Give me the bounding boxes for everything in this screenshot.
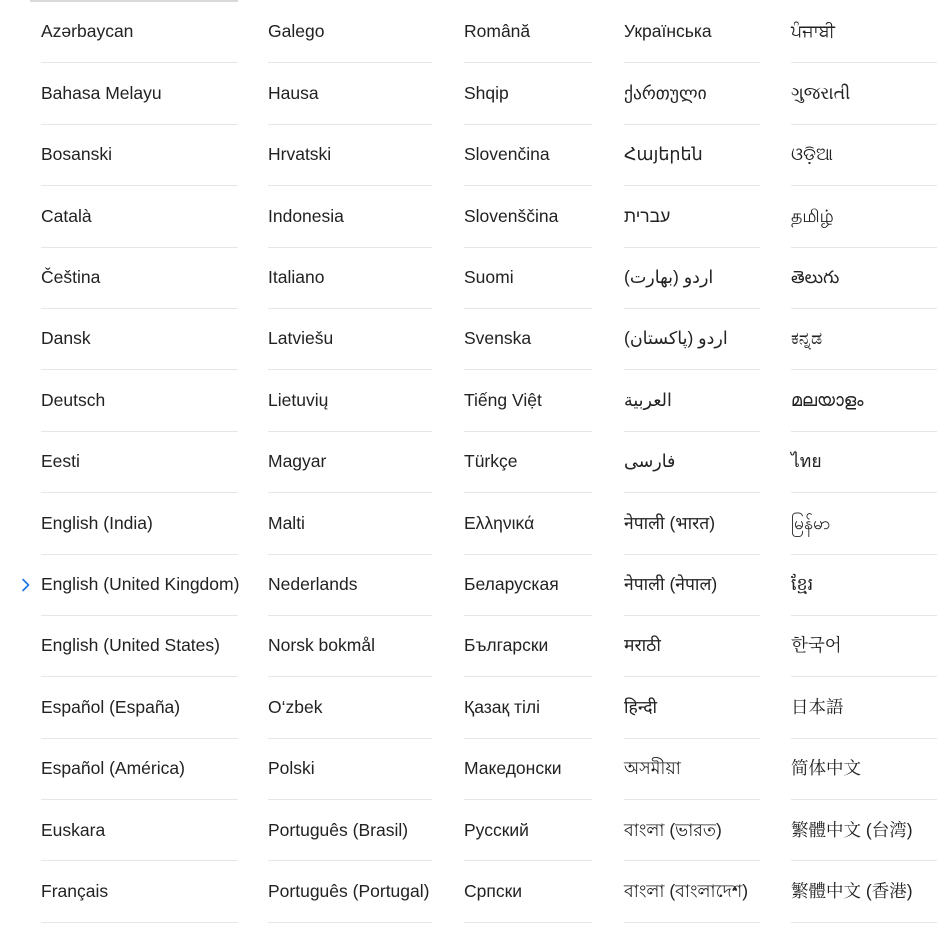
language-label: Español (América) — [41, 758, 185, 779]
language-label: Shqip — [464, 82, 509, 103]
language-item[interactable] — [624, 309, 760, 370]
language-label: O‘zbek — [268, 696, 323, 717]
language-label: नेपाली (नेपाल) — [624, 573, 718, 594]
language-item[interactable] — [268, 739, 432, 800]
language-item[interactable] — [791, 739, 937, 800]
language-item[interactable] — [791, 63, 937, 124]
language-item[interactable] — [791, 861, 937, 922]
language-label: Українська — [624, 21, 712, 42]
language-item[interactable] — [464, 63, 592, 124]
language-item[interactable] — [41, 309, 238, 370]
language-item[interactable] — [268, 2, 432, 63]
language-label: తెలుగు — [791, 267, 840, 287]
language-item[interactable] — [464, 677, 592, 738]
language-item[interactable] — [268, 370, 432, 431]
language-label: Malti — [268, 512, 305, 533]
language-label: বাংলা (ভারত) — [624, 819, 722, 840]
language-label: Suomi — [464, 267, 514, 287]
language-label: Latviešu — [268, 328, 334, 349]
language-item[interactable] — [464, 248, 592, 309]
language-item[interactable] — [268, 800, 432, 861]
language-label: 简体中文 — [791, 758, 861, 779]
language-item[interactable] — [791, 677, 937, 738]
language-item[interactable] — [624, 616, 760, 677]
language-item[interactable] — [624, 677, 760, 738]
language-item[interactable] — [268, 616, 432, 677]
language-label: Bosanski — [41, 144, 113, 165]
language-label: עברית — [624, 205, 671, 226]
language-label: മലയാളം — [791, 389, 864, 410]
language-label: Italiano — [268, 267, 325, 287]
language-label: Română — [464, 21, 531, 42]
language-label: Ελληνικά — [464, 512, 535, 533]
language-item[interactable] — [624, 370, 760, 431]
language-item[interactable] — [41, 739, 238, 800]
language-label: ગુજરાતી — [791, 82, 851, 103]
language-label: Indonesia — [268, 205, 344, 226]
language-item[interactable] — [41, 677, 238, 738]
language-item[interactable] — [791, 248, 937, 309]
language-label: اردو (بھارت) — [624, 267, 714, 287]
language-label: Bahasa Melayu — [41, 82, 162, 103]
language-item[interactable] — [464, 2, 592, 63]
language-label: Euskara — [41, 819, 106, 840]
language-item[interactable] — [791, 800, 937, 861]
language-label: Português (Brasil) — [268, 819, 409, 840]
language-item[interactable] — [624, 432, 760, 493]
language-label: ଓଡ଼ିଆ — [791, 144, 833, 165]
language-label: Türkçe — [464, 451, 518, 472]
language-item[interactable] — [464, 309, 592, 370]
language-label: Русский — [464, 819, 529, 840]
language-label: ქართული — [624, 82, 707, 103]
language-item[interactable] — [791, 370, 937, 431]
language-item[interactable] — [624, 248, 760, 309]
language-label: Lietuvių — [268, 389, 329, 410]
language-label: Eesti — [41, 451, 80, 472]
language-item[interactable] — [791, 432, 937, 493]
language-label: Čeština — [41, 267, 101, 287]
language-item[interactable] — [41, 370, 238, 431]
language-item[interactable] — [464, 555, 592, 616]
language-item[interactable] — [41, 186, 238, 247]
language-label: English (India) — [41, 512, 153, 533]
language-column-1 — [41, 2, 238, 923]
language-item[interactable] — [624, 125, 760, 186]
language-label: Polski — [268, 758, 315, 779]
language-item[interactable] — [268, 186, 432, 247]
language-item[interactable] — [464, 861, 592, 922]
language-column-2 — [268, 2, 432, 923]
language-item[interactable] — [624, 63, 760, 124]
chevron-right-icon — [21, 578, 31, 592]
language-label: Tiếng Việt — [464, 389, 542, 410]
language-item[interactable] — [41, 248, 238, 309]
language-label: ಕನ್ನಡ — [791, 328, 823, 349]
language-item[interactable] — [791, 493, 937, 554]
language-label: Svenska — [464, 328, 532, 349]
language-item[interactable] — [464, 800, 592, 861]
language-label: Հայերեն — [624, 144, 703, 165]
language-item[interactable] — [41, 800, 238, 861]
language-item[interactable] — [624, 861, 760, 922]
language-label: 繁體中文 (台湾) — [791, 819, 913, 840]
language-item[interactable] — [268, 555, 432, 616]
language-item[interactable] — [464, 370, 592, 431]
language-item[interactable] — [41, 616, 238, 677]
language-label: 繁體中文 (香港) — [791, 880, 913, 901]
language-item[interactable] — [464, 186, 592, 247]
language-item[interactable] — [268, 309, 432, 370]
language-item[interactable] — [41, 432, 238, 493]
language-label: বাংলা (বাংলাদেশ) — [624, 880, 749, 901]
language-label: অসমীয়া — [624, 758, 681, 779]
language-column-5 — [791, 2, 937, 923]
language-label: ไทย — [791, 451, 822, 472]
language-label: Қазақ тілі — [464, 696, 541, 717]
language-label: اردو (پاکستان) — [624, 328, 728, 349]
language-item[interactable] — [268, 677, 432, 738]
language-column-4 — [624, 2, 760, 923]
language-item-selected[interactable] — [41, 555, 238, 616]
language-item[interactable] — [268, 125, 432, 186]
language-item[interactable] — [464, 432, 592, 493]
language-label: Deutsch — [41, 389, 106, 410]
language-item[interactable] — [464, 493, 592, 554]
language-label: فارسی — [624, 451, 676, 472]
language-label: العربية — [624, 389, 672, 410]
language-label: Беларуская — [464, 573, 559, 594]
language-label: English (United Kingdom) — [41, 573, 240, 594]
language-label: Slovenčina — [464, 144, 550, 165]
language-label: Galego — [268, 21, 325, 42]
language-item[interactable] — [268, 63, 432, 124]
language-label: Català — [41, 205, 92, 226]
language-column-3 — [464, 2, 592, 923]
language-label: Français — [41, 880, 109, 901]
language-item[interactable] — [791, 309, 937, 370]
language-label: Norsk bokmål — [268, 635, 375, 656]
language-label: Azərbaycan — [41, 21, 134, 42]
language-item[interactable] — [464, 739, 592, 800]
language-label: 한국어 — [791, 635, 842, 656]
language-label: ខ្មែរ — [791, 573, 814, 594]
language-label: தமிழ் — [791, 205, 834, 226]
language-label: मराठी — [624, 635, 661, 656]
language-item[interactable] — [41, 493, 238, 554]
language-item[interactable] — [41, 2, 238, 63]
language-item[interactable] — [624, 2, 760, 63]
language-label: 日本語 — [791, 696, 844, 717]
language-label: Magyar — [268, 451, 327, 472]
language-item[interactable] — [791, 186, 937, 247]
language-label: हिन्दी — [624, 696, 658, 717]
language-label: English (United States) — [41, 635, 220, 656]
language-item[interactable] — [624, 555, 760, 616]
language-item[interactable] — [791, 2, 937, 63]
language-item[interactable] — [41, 125, 238, 186]
language-item[interactable] — [268, 493, 432, 554]
language-item[interactable] — [624, 186, 760, 247]
language-item[interactable] — [791, 616, 937, 677]
language-label: Español (España) — [41, 696, 181, 717]
language-label: မြန်မာ — [791, 512, 831, 533]
language-item[interactable] — [41, 63, 238, 124]
language-label: Српски — [464, 880, 523, 901]
language-label: ਪੰਜਾਬੀ — [791, 21, 835, 42]
language-item[interactable] — [268, 432, 432, 493]
language-item[interactable] — [464, 125, 592, 186]
language-item[interactable] — [268, 248, 432, 309]
language-item[interactable] — [624, 800, 760, 861]
language-item[interactable] — [791, 555, 937, 616]
language-item[interactable] — [268, 861, 432, 922]
language-label: Hausa — [268, 82, 319, 103]
language-label: Dansk — [41, 328, 91, 349]
language-item[interactable] — [624, 493, 760, 554]
language-label: Македонски — [464, 758, 562, 779]
language-label: नेपाली (भारत) — [624, 512, 716, 533]
language-label: Slovenščina — [464, 205, 559, 226]
language-item[interactable] — [41, 861, 238, 922]
language-label: Hrvatski — [268, 144, 332, 165]
language-item[interactable] — [791, 125, 937, 186]
language-item[interactable] — [464, 616, 592, 677]
language-label: Nederlands — [268, 573, 358, 594]
language-label: Български — [464, 635, 549, 656]
language-item[interactable] — [624, 739, 760, 800]
language-label: Português (Portugal) — [268, 880, 430, 901]
